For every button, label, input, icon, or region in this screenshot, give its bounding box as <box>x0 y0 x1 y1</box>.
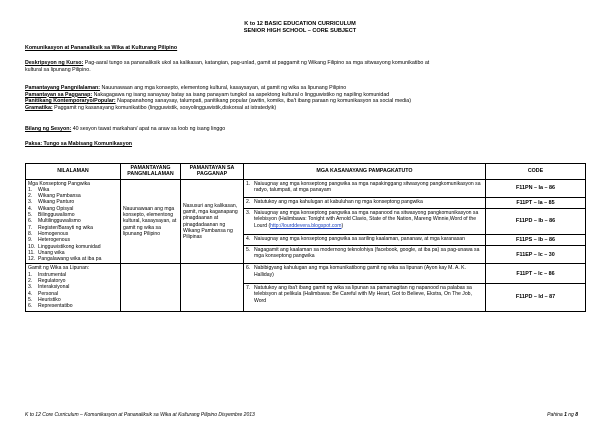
header-kasanayang-pampagkatuto: MGA KASANAYANG PAMPAGKATUTO <box>244 164 486 180</box>
course-description <box>25 60 575 73</box>
competency-cell <box>244 198 486 209</box>
standard-label: Pamantayang Pangnilalaman: <box>25 85 101 91</box>
content-item-number: 1. <box>28 186 33 193</box>
header-nilalaman: NILALAMAN <box>26 164 121 180</box>
standard-text: Napapanahong sanaysay, talumpati, panitikang popular (awitin, komiks, iba't ibang paraan ng komunikasyon sa social media) <box>115 98 412 105</box>
content-item-number: 5. <box>28 212 33 219</box>
standard-label: Gramatika: <box>25 104 53 111</box>
standard-line <box>25 98 575 105</box>
session-label: Bilang ng Sesyon: <box>25 126 72 132</box>
competency-number: 6. <box>246 265 251 272</box>
curriculum-title: K to 12 BASIC EDUCATION CURRICULUM <box>244 21 356 27</box>
standard-text: Nakagagawa ng isang sanaysay batay sa isang panayam tungkol sa aspektong kultural o lingguwistiko ng napiling komunidad <box>92 91 390 98</box>
pagganap-cell <box>181 264 244 311</box>
description-text-1: Pag-aaral tungo sa pananaliksik ukol sa kalikasan, katangian, pag-unlad, gamit at paggamit ng Wikang Filipino sa mga sitwasyong komunikatibo at <box>83 60 430 66</box>
competency-text-end: ) <box>341 222 344 229</box>
page-total: 8 <box>575 412 578 418</box>
table-row <box>26 179 586 197</box>
content-item-text: Wikang Panturo <box>38 199 75 206</box>
standard-line <box>25 105 575 112</box>
content-item <box>28 303 118 309</box>
content-item-number: 10. <box>28 243 36 250</box>
footer-text: K to 12 Core Curriculum – Komunikasyon at Pananaliksik sa Wika at Kulturang Pilipino Disyembre 2013 <box>25 412 255 418</box>
content-item-text: Interaksiyonal <box>38 284 70 291</box>
content-item-text: Pangalawang wika at iba pa <box>38 256 102 263</box>
content-item-text: Personal <box>38 290 59 297</box>
subject-type: SENIOR HIGH SCHOOL – CORE SUBJECT <box>243 28 357 34</box>
description-label: Deskripsyon ng Kurso: <box>25 60 84 66</box>
content-item-number: 4. <box>28 205 33 212</box>
content-item-number: 2. <box>28 193 33 200</box>
pangnilalaman-cell <box>121 264 181 311</box>
standards-block <box>25 85 575 111</box>
content-list <box>28 272 118 310</box>
page-mid: ng <box>566 412 576 418</box>
content-item-text: Heterogenous <box>38 237 71 244</box>
page-prefix: Pahina <box>547 412 565 418</box>
code-cell: F11PD – Id – 87 <box>486 284 586 312</box>
nilalaman-cell <box>26 179 121 264</box>
content-item-text: Unang wika <box>38 249 65 256</box>
standard-label: Panitikang Kontemporaryo/Popular: <box>25 98 116 105</box>
competency-text: Nagagamit ang kaalaman sa modernong teknolohiya (facebook, google, at iba pa) sa pag-unawa sa mga konseptong pangwika <box>254 246 480 260</box>
code-cell: F11PS – Ib – 86 <box>486 234 586 245</box>
content-item-number: 5. <box>28 296 33 303</box>
content-item-number: 4. <box>28 290 33 297</box>
competency-text: Naiuugnay ang mga konseptong pangwika sa mga napanood na sitwasyong pangkomunikasyon sa telebisyon (Halimbawa: Tonight with Arnold Clavio, State of the Nation, Mareng Winnie,Word of the Lourd ( <box>254 210 479 229</box>
course-title: Komunikasyon at Pananaliksik sa Wika at Kulturang Pilipino <box>25 45 178 51</box>
content-item-text: Heuristiko <box>38 296 61 303</box>
code-cell: F11PT – Ia – 85 <box>486 198 586 209</box>
competency-text: Nabibigyang kahulugan ang mga komunikatibong gamit ng wika sa lipunan (Ayon kay M. A. K. Halliday) <box>254 265 466 278</box>
pagganap-cell: Nasusuri ang kalikasan, gamit, mga kaganapang pinagdaanan at pinagdadaanan ng Wikang Pambansa ng Pilipinas <box>181 179 244 264</box>
standard-line <box>25 92 575 99</box>
content-item-number: 2. <box>28 278 33 285</box>
content-item-number: 6. <box>28 218 33 225</box>
competency-cell <box>244 179 486 197</box>
content-item-number: 7. <box>28 224 33 231</box>
competency-number: 4. <box>246 235 251 242</box>
nilalaman-cell <box>26 264 121 311</box>
content-item-number: 1. <box>28 271 33 278</box>
table-row <box>26 264 586 284</box>
header-code: CODE <box>486 164 586 180</box>
content-item-number: 11. <box>28 249 35 256</box>
content-item-number: 3. <box>28 199 33 206</box>
content-item-text: Wikang Opisyal <box>38 205 74 212</box>
code-cell: F11PN – Ia – 86 <box>486 179 586 197</box>
competency-text: Naiuugnay ang mga konseptong pangwika sa mga napakinggang sitwasyong pangkomunikasyon sa radyo, talumpati, at mga panayam <box>254 180 481 193</box>
competency-number: 2. <box>246 199 251 206</box>
content-item-text: Wikang Pambansa <box>38 193 81 200</box>
competency-cell <box>244 245 486 264</box>
code-cell: F11EP – Ic – 30 <box>486 245 586 264</box>
table-header-row <box>26 164 586 180</box>
curriculum-table <box>25 163 586 312</box>
content-list <box>28 187 118 263</box>
standard-text: Nauunawaan ang mga konsepto, elementong kultural, kasaysayan, at gamit ng wika sa lipunang Pilipino <box>100 85 347 91</box>
competency-text: Natutukoy ang mga kahulugan at kabuluhan ng mga konseptong pangwika <box>254 199 423 206</box>
content-item-number: 3. <box>28 284 33 291</box>
competency-cell <box>244 234 486 245</box>
content-item-text: Regulatoryo <box>38 278 66 285</box>
competency-cell <box>244 209 486 235</box>
code-cell: F11PT – Ic – 86 <box>486 264 586 284</box>
standard-text: Paggamit ng kasanayang komunikatibo (lingguwistik, sosyolingguwistik,diskorsal at istratedyik) <box>52 104 277 111</box>
content-item-text: Wika <box>38 186 50 193</box>
blog-link[interactable]: http://lourddevera.blogspot.com <box>270 222 342 229</box>
session-count <box>25 126 575 133</box>
content-item-number: 6. <box>28 303 33 310</box>
competency-number: 3. <box>246 210 251 217</box>
description-text-2: kultural sa lipunang Pilipino. <box>25 66 91 73</box>
session-text: 40 sesyon tawat markahan/ apat na araw sa loob ng isang linggo <box>71 126 226 132</box>
competency-text: Naiuugnay ang mga konseptong pangwika sa sariling kaalaman, pananaw, at mga karanasan <box>254 235 465 242</box>
standard-label: Pamantayan sa Pagganap: <box>25 91 93 98</box>
header-pamantayan-sa-pagganap: PAMANTAYAN SA PAGGANAP <box>181 164 244 180</box>
paksa-title: Paksa: Tungo sa Mabisang Komunikasyon <box>25 141 133 147</box>
content-item-text: Bilingguwalismo <box>38 212 75 219</box>
competency-number: 7. <box>246 285 251 292</box>
content-title: Gamit ng Wika sa Lipunan: <box>28 265 90 272</box>
standard-line <box>25 85 575 92</box>
content-item-text: Representatibo <box>38 303 73 310</box>
content-item-number: 12. <box>28 256 36 263</box>
header-pamantayang-pangnilalaman: PAMANTAYANG PANGNILALAMAN <box>121 164 181 180</box>
page-number <box>547 412 578 418</box>
content-item-number: 8. <box>28 230 33 237</box>
competency-cell <box>244 264 486 284</box>
content-item <box>28 256 118 262</box>
content-item-text: Homogenous <box>38 230 69 237</box>
competency-number: 5. <box>246 246 251 253</box>
competency-cell <box>244 284 486 312</box>
competency-text: Natutukoy ang iba't ibang gamit ng wika sa lipunan sa pamamagitan ng napanood na palabas sa telebisyon at pelikula (Halimbawa: Be Careful with My Heart, Got to Believe, Ekstra, On The Job, Word <box>254 285 472 304</box>
content-item-number: 9. <box>28 237 33 244</box>
pangnilalaman-cell: Nauunawaan ang mga konsepto, elementong kultural, kasaysayan, at gamit ng wika sa lipunang Pilipino <box>121 179 181 264</box>
content-item-text: Instrumental <box>38 271 67 278</box>
competency-number: 1. <box>246 180 251 187</box>
content-item-text: Lingguwistikong komunidad <box>38 243 101 250</box>
content-item-text: Multilingguwalismo <box>38 218 81 225</box>
content-item-text: Register/Barayti ng wika <box>38 224 93 231</box>
page-current: 1 <box>564 412 567 418</box>
code-cell: F11PD – Ib – 86 <box>486 209 586 235</box>
content-title: Mga Konseptong Pangwika <box>28 180 91 187</box>
